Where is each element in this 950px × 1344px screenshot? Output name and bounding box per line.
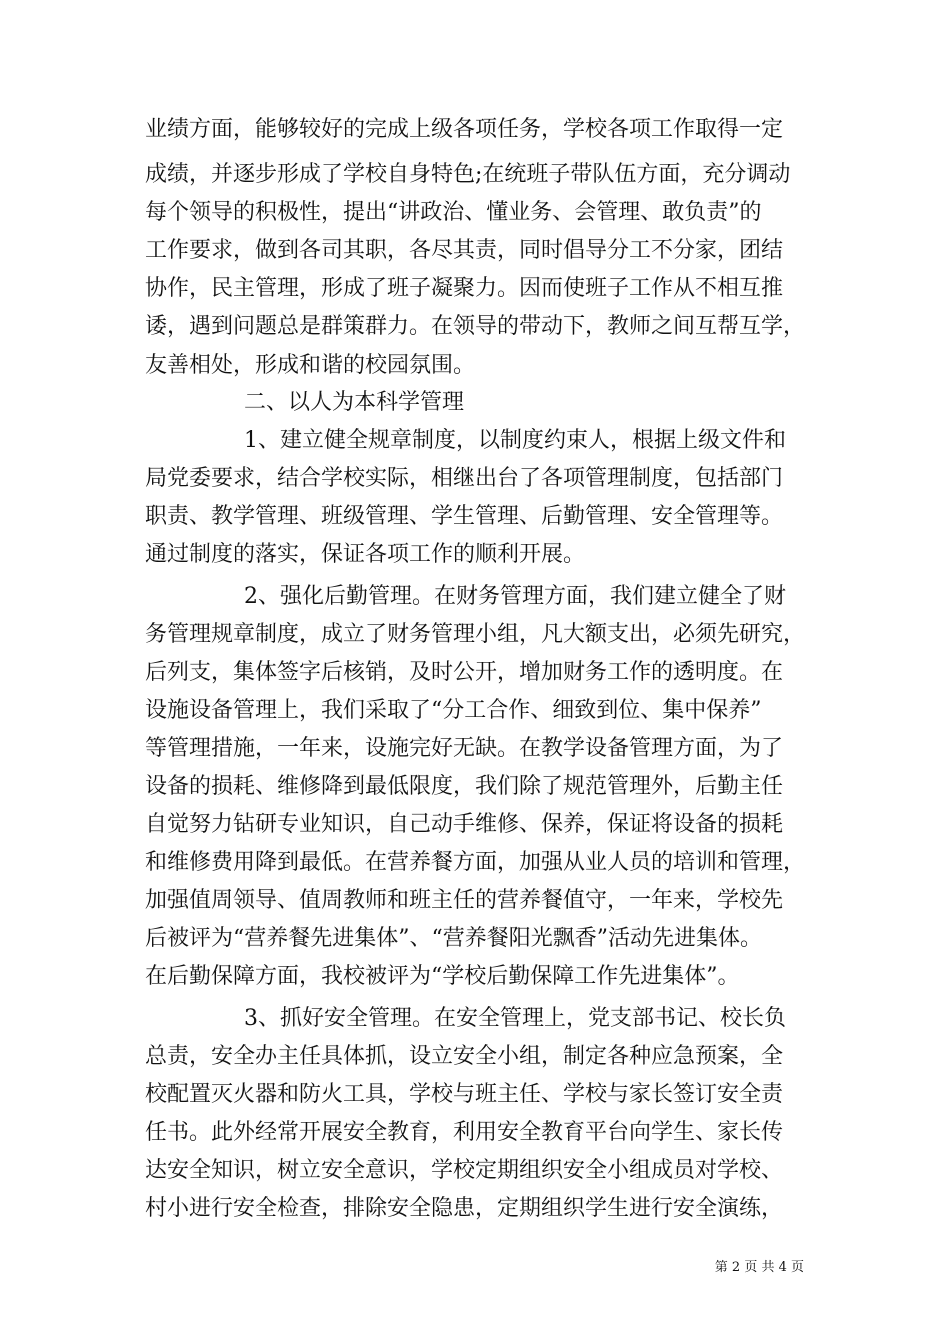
text-line: 自觉努力钻研专业知识，自己动手维修、保养，保证将设备的损耗	[145, 812, 784, 837]
text-line: 村小进行安全检查，排除安全隐患，定期组织学生进行安全演练，	[145, 1196, 784, 1221]
text-line: 每个领导的积极性，提出“讲政治、懂业务、会管理、敢负责”的	[145, 200, 762, 225]
text-line: 工作要求，做到各司其职，各尽其责，同时倡导分工不分家，团结	[145, 238, 784, 263]
text-line: 加强值周领导、值周教师和班主任的营养餐值守，一年来，学校先	[145, 888, 784, 913]
text-line: 诿，遇到问题总是群策群力。在领导的带动下，教师之间互帮互学，	[145, 314, 806, 339]
text-line: 后列支，集体签字后核销，及时公开，增加财务工作的透明度。在	[145, 660, 784, 685]
paragraph-first-line: 2、强化后勤管理。在财务管理方面，我们建立健全了财	[244, 584, 786, 609]
text-line: 总责，安全办主任具体抓，设立安全小组，制定各种应急预案，全	[145, 1044, 784, 1069]
text-line: 通过制度的落实，保证各项工作的顺利开展。	[145, 542, 586, 567]
text-line: 友善相处，形成和谐的校园氛围。	[145, 353, 476, 378]
text-line: 协作，民主管理，形成了班子凝聚力。因而使班子工作从不相互推	[145, 276, 784, 301]
text-line: 成绩，并逐步形成了学校自身特色;在统班子带队伍方面，充分调动	[145, 162, 791, 187]
paragraph-first-line: 1、建立健全规章制度，以制度约束人，根据上级文件和	[244, 428, 786, 453]
paragraph-first-line: 3、抓好安全管理。在安全管理上，党支部书记、校长负	[244, 1006, 786, 1031]
text-line: 务管理规章制度，成立了财务管理小组，凡大额支出，必须先研究，	[145, 622, 806, 647]
page-number: 第 2 页 共 4 页	[714, 1260, 804, 1275]
text-line: 局党委要求，结合学校实际，相继出台了各项管理制度，包括部门	[145, 466, 784, 491]
text-line: 后被评为“营养餐先进集体”、“营养餐阳光飘香”活动先进集体。	[145, 926, 762, 951]
text-line: 设施设备管理上，我们采取了“分工合作、细致到位、集中保养”	[145, 698, 762, 723]
text-line: 业绩方面，能够较好的完成上级各项任务，学校各项工作取得一定	[145, 117, 784, 142]
text-line: 职责、教学管理、班级管理、学生管理、后勤管理、安全管理等。	[145, 504, 784, 529]
text-line: 在后勤保障方面，我校被评为“学校后勤保障工作先进集体”。	[145, 964, 740, 989]
section-heading: 二、以人为本科学管理	[244, 390, 465, 415]
text-line: 达安全知识，树立安全意识，学校定期组织安全小组成员对学校、	[145, 1158, 784, 1183]
text-line: 等管理措施，一年来，设施完好无缺。在教学设备管理方面，为了	[145, 736, 784, 761]
text-line: 校配置灭火器和防火工具，学校与班主任、学校与家长签订安全责	[145, 1082, 784, 1107]
text-line: 和维修费用降到最低。在营养餐方面，加强从业人员的培训和管理，	[145, 850, 806, 875]
text-line: 任书。此外经常开展安全教育，利用安全教育平台向学生、家长传	[145, 1120, 784, 1145]
text-line: 设备的损耗、维修降到最低限度，我们除了规范管理外，后勤主任	[145, 774, 784, 799]
